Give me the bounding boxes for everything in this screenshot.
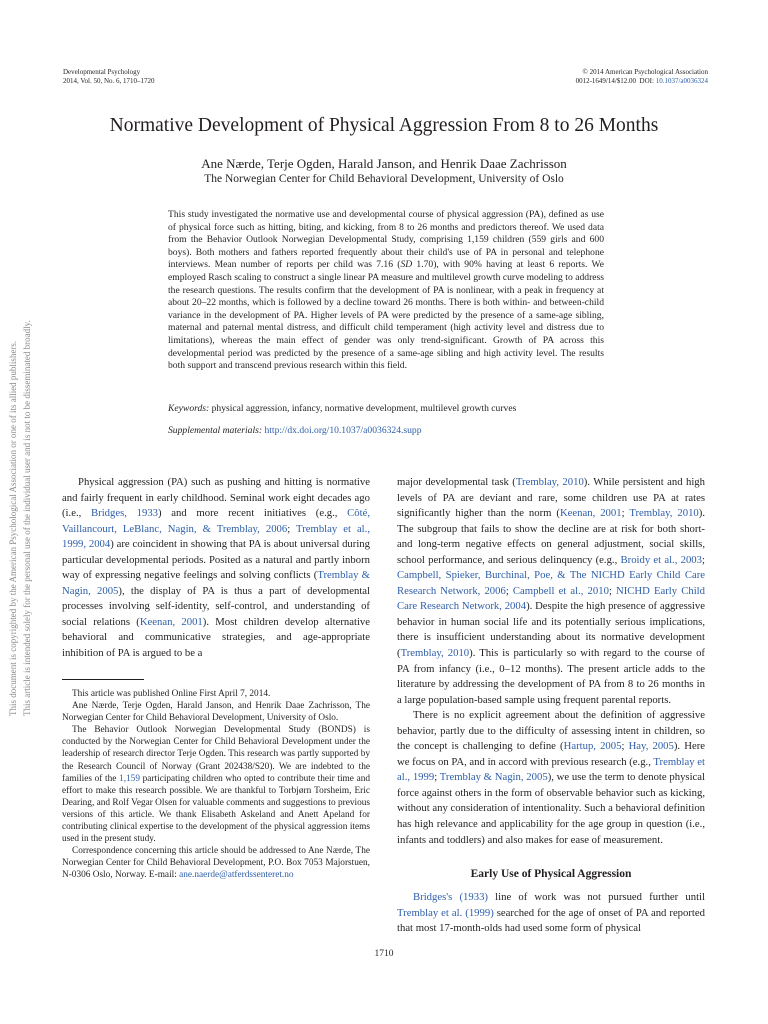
- text-run: searched for the age of onset of PA and reported that most 17-month-olds had used some form of physical: [397, 906, 705, 935]
- citation-link[interactable]: Tremblay, 2010: [515, 476, 584, 488]
- citation-link[interactable]: NICHD Early Child Care Research Network, 2004: [397, 584, 705, 613]
- intro-paragraph-2: [397, 708, 705, 848]
- article-title: Normative Development of Physical Aggression From 8 to 26 Months: [109, 115, 659, 136]
- abstract-sd: SD: [400, 259, 413, 271]
- citation-link[interactable]: Tremblay et al. (1999): [397, 906, 494, 919]
- text-run: The Behavior Outlook Norwegian Developmental Study (BONDS) is conducted by the Norwegian Center for Child Behavioral Development under the leadership of research director Terje Ogden. This research was partly supported by the Research Council of Norway (Grant 202438/S20). We are indebted to the families of the: [62, 725, 370, 784]
- section-heading: Early Use of Physical Aggression: [470, 868, 632, 880]
- citation-link[interactable]: Campbell, Spieker, Burchinal, Poe, & The NICHD Early Child Care Research Network, 2006: [397, 569, 705, 597]
- citation-link[interactable]: Tremblay et al., 1999: [397, 755, 705, 784]
- intro-paragraph-1: [62, 475, 370, 662]
- citation-link[interactable]: Tremblay, 2010: [400, 647, 470, 660]
- footnote-correspondence: [62, 845, 370, 881]
- text-run: ). The subgroup that fails to show the decline are at risk for both short- and long-term negative effects on general adjustment, social skills, school performance, and serious delinquency (e.g.,: [397, 507, 705, 566]
- issn-doi-line: [576, 77, 708, 86]
- text-run: ;: [287, 522, 297, 535]
- citation-link[interactable]: Keenan, 2001: [559, 507, 622, 520]
- supplemental-link[interactable]: http://dx.doi.org/10.1037/a0036324.supp: [264, 425, 422, 436]
- abstract-part-1: This study investigated the normative use and developmental course of physical aggression (PA), defined as use of physical force such as hitting, biting, and kicking, from 8 to 26 months and predictors thereof. We used data from the Behavior Outlook Norwegian Developmental Study, comprising 1,159 children (559 girls and 600 boys). Both mothers and fathers reported frequently about their child's use of PA in personal and telephone interviews. Mean number of reports per child was 7.16 (: [168, 209, 604, 271]
- keywords-text: physical aggression, infancy, normative development, multilevel growth curves: [211, 403, 517, 414]
- text-run: There is no explicit agreement about the definition of aggressive behavior, partly due to the difficulty of assessing intent in children, so the concept is challenging to define (: [397, 709, 705, 753]
- right-column: [397, 475, 705, 848]
- footnote-rule: [62, 679, 144, 680]
- text-run: ;: [434, 771, 440, 784]
- citation-link[interactable]: Bridges, 1933: [91, 507, 159, 520]
- issn: 0012-1649/14/$12.00: [575, 77, 637, 85]
- citation-link[interactable]: Campbell et al., 2010: [512, 584, 609, 597]
- text-run: participating children who opted to contribute their time and effort to make this research possible. We are thankful to Torbjørn Torsheim, Eric Dearing, and Rolf Vegar Olsen for valuable comments and suggestions to previous versions of this article. We thank Elisabeth Askeland and Anett Apeland for contributing clinical expertise to the development of the physical aggression items used in the present study.: [62, 773, 371, 845]
- doi-link[interactable]: 10.1037/a0036324: [655, 77, 708, 85]
- citation-link[interactable]: 1,159: [119, 773, 140, 784]
- supplemental-label: Supplemental materials:: [168, 425, 263, 436]
- abstract-text: [168, 209, 604, 373]
- copyright-side-notice-2: This article is intended solely for the personal use of the individual user and is not to be disseminated broadly.: [22, 320, 32, 716]
- section-body: [397, 890, 705, 937]
- footnote-acknowledgments: [62, 724, 370, 845]
- text-run: ). Despite the high presence of aggressive behavior in human social life and its potentially serious implications, there is insufficient understanding about its normative development (: [397, 600, 705, 660]
- citation-link[interactable]: Bridges's (1933): [413, 891, 488, 903]
- abstract-part-2: 1.70), with 90% having at least 6 reports. We employed Rasch scaling to construct a single linear PA measure and multilevel growth curve modeling to address the research questions. The results confirm that the development of PA is nonlinear, with a peak in frequency at about 20–22 months, which is followed by a decline toward 26 months. There is both within- and between-child variance in the development of PA. Higher levels of PA were predicted by the presence of a same-age sibling, maternal and paternal mental distress, and difficult child temperament (high activity level and distress due to limitations), whereas the main effect of gender was only trend-significant. Growth of PA across this developmental period was predicted by the presence of a same-age sibling and high activity level. The results both support and transcend previous research within this field.: [168, 259, 604, 372]
- text-run: ;: [702, 553, 705, 566]
- text-run: ). This is particularly so with regard to the course of PA from infancy (i.e., 0–12 months). The present article adds to the literature by addressing the development of PA from 8 to 26 months in a large population-based sample using frequent parental reports.: [397, 647, 705, 706]
- citation-link[interactable]: Tremblay, 2010: [629, 507, 699, 520]
- citation-link[interactable]: Broidy et al., 2003: [620, 553, 702, 566]
- citation-link[interactable]: Hay, 2005: [628, 740, 674, 753]
- text-run: major developmental task (: [397, 476, 516, 488]
- text-run: Physical aggression (PA) such as pushing and hitting is normative and fairly frequent in early childhood. Seminal work eight decades ago (i.e.,: [62, 476, 370, 520]
- page-number: 1710: [374, 949, 394, 959]
- copyright-notice: © 2014 American Psychological Association: [582, 68, 708, 76]
- text-run: ;: [608, 584, 617, 597]
- text-run: line of work was not pursued further until: [488, 891, 706, 903]
- doi-label: DOI:: [639, 77, 654, 85]
- citation-link[interactable]: Côté, Vaillancourt, LeBlanc, Nagin, & Tremblay, 2006: [62, 507, 370, 535]
- text-run: ;: [621, 507, 630, 520]
- affiliation: The Norwegian Center for Child Behavioral Development, University of Oslo: [204, 173, 564, 185]
- text-run: ) are coincident in showing that PA is about universal during particular developmental periods. Posited as a natural and partly inborn way of expressing negative feelings and solving conflicts (: [62, 538, 370, 582]
- text-run: ), we use the term to denote physical force against others in the form of observable behavior such as kicking, without any consideration of intentionality. Such a behavioral definition has high relevance and applicability for the age group in question (i.e., infants and toddlers) and also makes for ease of measurement.: [397, 771, 706, 846]
- text-run: ). Most children develop alternative behavioral and communicative strategies, and age-appropriate inhibition of PA is argued to be a: [62, 615, 370, 660]
- footnote-online-first: This article was published Online First April 7, 2014.: [72, 689, 271, 699]
- author-list: Ane Nærde, Terje Ogden, Harald Janson, and Henrik Daae Zachrisson: [201, 156, 567, 171]
- copyright-side-notice-1: This document is copyrighted by the American Psychological Association or one of its allied publishers.: [8, 340, 18, 716]
- author-notes: [62, 688, 370, 882]
- citation-link[interactable]: Tremblay & Nagin, 2005: [439, 771, 548, 784]
- text-run: ;: [621, 740, 629, 753]
- intro-paragraph-1-continued: [397, 475, 705, 708]
- journal-volume: 2014, Vol. 50, No. 6, 1710–1720: [63, 77, 155, 85]
- left-column: [62, 475, 370, 662]
- citation-link[interactable]: Hartup, 2005: [563, 740, 622, 753]
- footnote-affiliation: Ane Nærde, Terje Ogden, Harald Janson, and Henrik Daae Zachrisson, The Norwegian Center for Child Behavioral Development, University of Oslo.: [62, 701, 370, 724]
- journal-header: [63, 68, 155, 86]
- citation-link[interactable]: Tremblay et al., 1999, 2004: [62, 522, 370, 551]
- text-run: ) and more recent initiatives (e.g.,: [158, 507, 348, 520]
- text-run: ;: [505, 584, 513, 597]
- citation-link[interactable]: Tremblay & Nagin, 2005: [62, 569, 370, 597]
- copyright-header: [576, 68, 708, 86]
- section-paragraph-1: [397, 890, 705, 937]
- abstract: [168, 209, 604, 373]
- text-run: ). Here we focus on PA, and in accord with previous research (e.g.,: [397, 740, 705, 768]
- journal-name: Developmental Psychology: [63, 68, 141, 76]
- keywords-label: Keywords:: [168, 403, 210, 414]
- citation-link[interactable]: ane.naerde@atferdssenteret.no: [179, 870, 294, 881]
- text-run: Correspondence concerning this article should be addressed to Ane Nærde, The Norwegian Center for Child Behavioral Development, P.O. Box 7053 Majorstuen, N-0306 Oslo, Norway. E-mail:: [62, 846, 370, 881]
- supplemental-materials: [168, 425, 604, 436]
- citation-link[interactable]: Keenan, 2001: [139, 615, 203, 628]
- text-run: ). While persistent and high levels of PA are deviant and rare, some children use PA at rates significantly higher than the norm (: [397, 476, 705, 520]
- keywords: [168, 403, 604, 414]
- text-run: ), the display of PA is thus a part of developmental processes involving self-identity, self-control, and understanding of social relations (: [62, 584, 370, 628]
